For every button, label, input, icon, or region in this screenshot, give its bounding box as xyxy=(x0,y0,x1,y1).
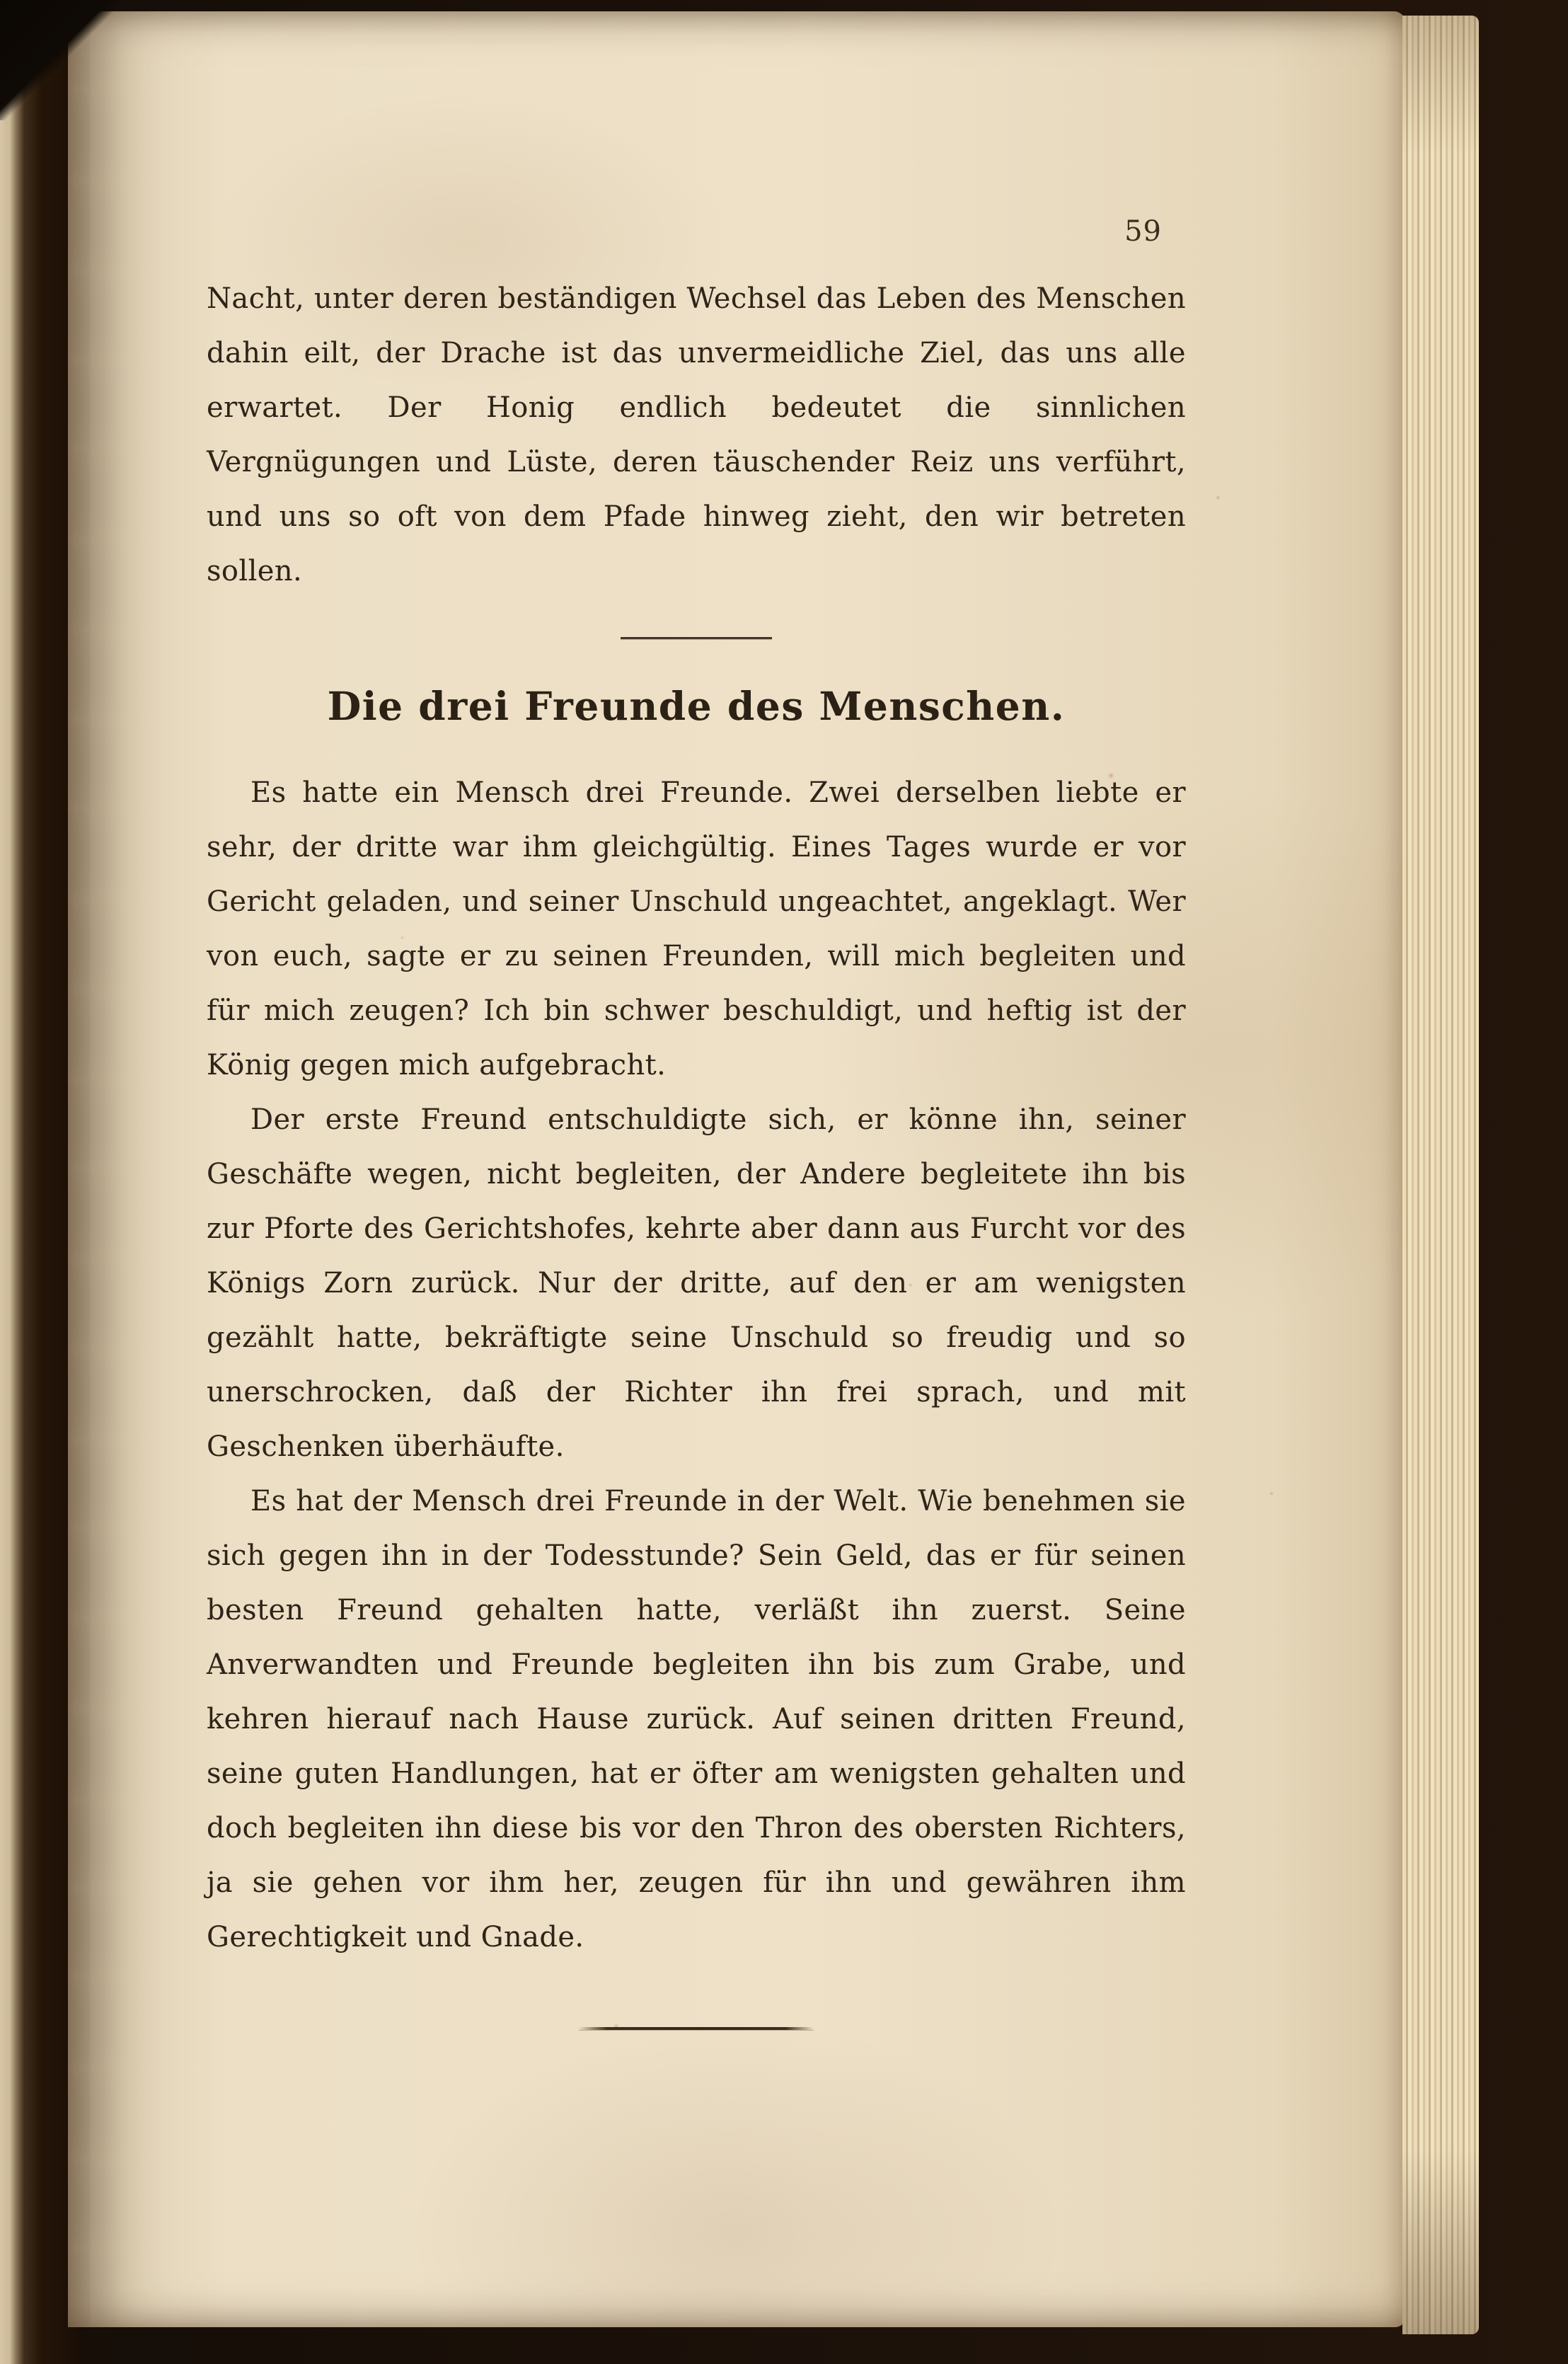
page-content xyxy=(207,215,1186,2030)
story-paragraph-2: Der erste Freund entschuldigte sich, er könne ihn, seiner Geschäfte wegen, nicht begleiten, der Andere begleitete ihn bis zur Pforte des Gerichtshofes, kehrte aber dann aus Furcht vor des Königs Zorn zurück. Nur der dritte, auf den er am wenigsten gezählt hatte, bekräftigte seine Unschuld so freudig und so unerschrocken, daß der Richter ihn frei sprach, und mit Geschenken überhäufte. xyxy=(207,1103,1186,1463)
end-divider xyxy=(579,2027,814,2030)
story-title: Die drei Freunde des Menschen. xyxy=(327,683,1066,729)
book-page xyxy=(68,11,1405,2327)
story-paragraph-3: Es hat der Mensch drei Freunde in der Welt. Wie benehmen sie sich gegen ihn in der Todesstunde? Sein Geld, das er für seinen besten Freund gehalten hatte, verläßt ihn zuerst. Seine Anverwandten und Freunde begleiten ihn bis zum Grabe, und kehren hierauf nach Hause zurück. Auf seinen dritten Freund, seine guten Handlungen, hat er öfter am wenigsten gehalten und doch begleiten ihn diese bis vor den Thron des obersten Richters, ja sie gehen vor ihm her, zeugen für ihn und gewähren ihm Gerechtigkeit und Gnade. xyxy=(207,1485,1186,1953)
section-divider xyxy=(621,637,772,639)
book-cover-right xyxy=(1475,0,1568,2364)
continuation-paragraph: Nacht, unter deren beständigen Wechsel das Leben des Menschen dahin eilt, der Drache ist das unvermeidliche Ziel, das uns alle erwartet. Der Honig endlich bedeutet die sinnlichen Vergnügungen und Lüste, deren täuschender Reiz uns verführt, und uns so oft von dem Pfade hinweg zieht, den wir betreten sollen. xyxy=(207,282,1186,587)
page-edge-stack xyxy=(1402,16,1479,2334)
corner-shadow xyxy=(0,0,142,120)
page-number: 59 xyxy=(1124,215,1162,248)
story-paragraph-1: Es hatte ein Mensch drei Freunde. Zwei derselben liebte er sehr, der dritte war ihm gleichgültig. Eines Tages wurde er vor Gericht geladen, und seiner Unschuld ungeachtet, angeklagt. Wer von euch, sagte er zu seinen Freunden, will mich begleiten und für mich zeugen? Ich bin schwer beschuldigt, und heftig ist der König gegen mich aufgebracht. xyxy=(207,776,1186,1081)
